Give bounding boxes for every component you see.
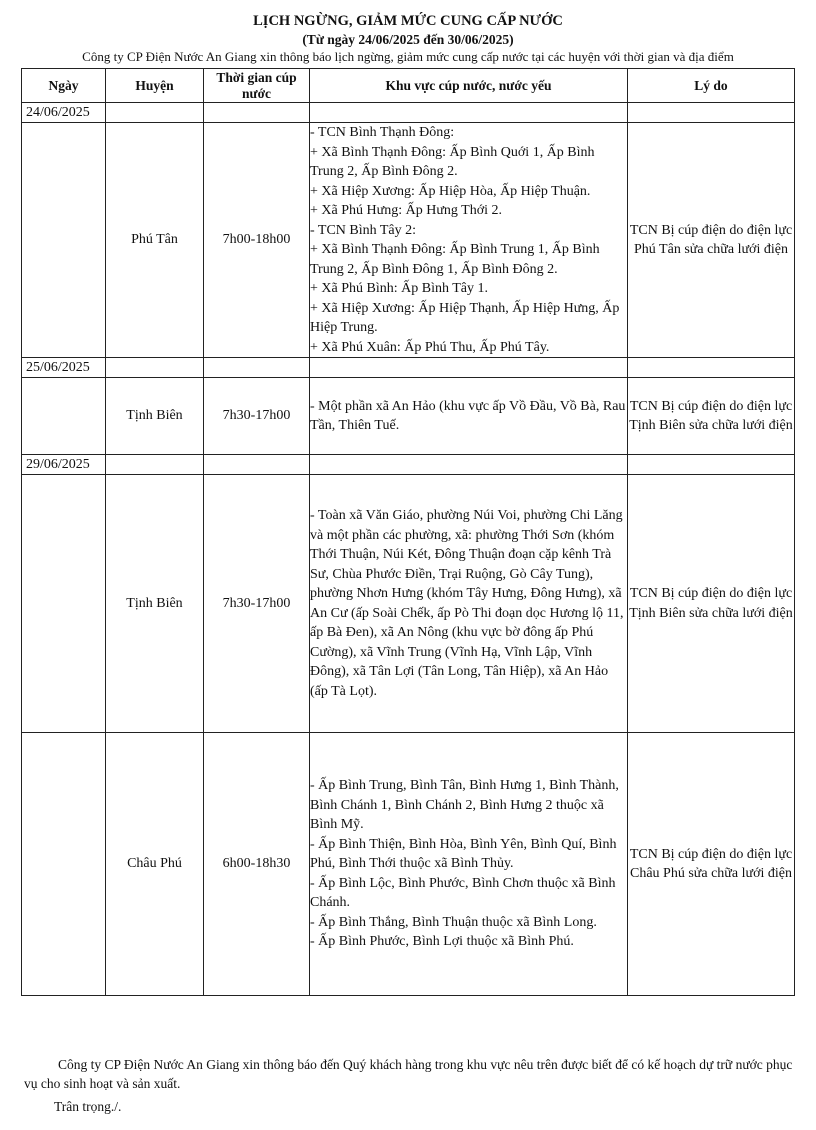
area-line: + Xã Bình Thạnh Đông: Ấp Bình Quới 1, Ấp Bình Trung 2, Ấp Bình Đông 2. [310,144,595,179]
table-row [22,378,795,455]
time-cell: 6h00-18h30 [204,733,310,996]
area-line: - TCN Bình Tây 2: [310,222,417,238]
document-title: LỊCH NGỪNG, GIẢM MỨC CUNG CẤP NƯỚC [253,13,563,29]
reason-cell: TCN Bị cúp điện do điện lực Châu Phú sửa chữa lưới điện [628,733,795,996]
time-cell: 7h30-17h00 [204,475,310,733]
date-cell: 29/06/2025 [22,455,106,475]
time-cell: 7h00-18h00 [204,123,310,358]
area-line: - TCN Bình Thạnh Đông: [310,125,455,140]
table-row [22,733,795,996]
area-line: - Ấp Bình Trung, Bình Tân, Bình Hưng 1, Bình Thành, Bình Chánh 1, Bình Chánh 2, Bình Hưng 2 thuộc xã Bình Mỹ. [310,778,619,833]
area-cell [310,123,628,358]
area-line: - Ấp Bình Lộc, Bình Phước, Bình Chơn thuộc xã Bình Chánh. [310,875,616,911]
district-cell: Tịnh Biên [106,475,204,733]
header-time: Thời gian cúp nước [204,69,310,103]
reason-cell: TCN Bị cúp điện do điện lực Tịnh Biên sửa chữa lưới điện [628,475,795,733]
header-date: Ngày [22,69,106,103]
area-line: + Xã Hiệp Xương: Ấp Hiệp Thạnh, Ấp Hiệp Hưng, Ấp Hiệp Trung. [310,300,620,335]
area-cell [310,378,628,455]
reason-cell: TCN Bị cúp điện do điện lực Phú Tân sửa chữa lưới điện [628,123,795,358]
area-cell [310,733,628,996]
area-line: - Một phần xã An Hảo (khu vực ấp Vồ Đầu, Vồ Bà, Rau Tần, Thiên Tuế. [310,398,626,433]
area-cell [310,475,628,733]
area-line: + Xã Phú Xuân: Ấp Phú Thu, Ấp Phú Tây. [310,339,550,355]
document-subtitle: (Từ ngày 24/06/2025 đến 30/06/2025) [302,32,514,47]
time-cell: 7h30-17h00 [204,378,310,455]
area-line: + Xã Hiệp Xương: Ấp Hiệp Hòa, Ấp Hiệp Thuận. [310,183,591,199]
header-row [22,69,795,103]
area-line: + Xã Bình Thạnh Đông: Ấp Bình Trung 1, Ấp Bình Trung 2, Ấp Bình Đông 1, Ấp Bình Đông 2. [310,242,600,277]
date-row [22,455,795,475]
date-row [22,103,795,123]
area-line: + Xã Phú Bình: Ấp Bình Tây 1. [310,281,488,296]
district-cell: Tịnh Biên [106,378,204,455]
sign-off: Trân trọng./. [54,1099,122,1114]
area-line: - Toàn xã Văn Giáo, phường Núi Voi, phường Chi Lăng và một phần các phường, xã: phường Thới Sơn (khóm Thới Thuận, Núi Két, Đông Thuận đoạn cặp kênh Trà Sư, Chùa Phước Điền, Trại Ruộng, Gò Cây Tung), phường Nhơn Hưng (khóm Tây Hưng, Đông Hưng), xã An Cư (ấp Soài Chếk, ấp Pò Thi đoạn dọc Hương lộ 11, ấp Bà Đen), xã An Nông (khu vực bờ đông ấp Phú Cường), xã Vĩnh Trung (Vĩnh Hạ, Vĩnh Lập, Vĩnh Đông), xã Tân Lợi (Tân Long, Tân Hiệp), xã An Hảo (ấp Tà Lọt). [310,508,624,699]
area-line: - Ấp Bình Thiện, Bình Hòa, Bình Yên, Bình Quí, Bình Phú, Bình Thới thuộc xã Bình Thủy. [310,836,617,872]
table-row [22,123,795,358]
area-line: - Ấp Bình Phước, Bình Lợi thuộc xã Bình Phú. [310,934,574,950]
area-line: - Ấp Bình Thắng, Bình Thuận thuộc xã Bình Long. [310,914,597,930]
reason-cell: TCN Bị cúp điện do điện lực Tịnh Biên sửa chữa lưới điện [628,378,795,455]
schedule-table [21,68,795,996]
header-area: Khu vực cúp nước, nước yếu [310,69,628,103]
district-cell: Châu Phú [106,733,204,996]
header-reason: Lý do [628,69,795,103]
date-cell: 24/06/2025 [22,103,106,123]
table-row [22,475,795,733]
date-row [22,358,795,378]
intro-text: Công ty CP Điện Nước An Giang xin thông báo lịch ngừng, giảm mức cung cấp nước tại các huyện với thời gian và địa điểm [82,49,734,64]
closing-paragraph: Công ty CP Điện Nước An Giang xin thông báo đến Quý khách hàng trong khu vực nêu trên được biết để có kế hoạch dự trữ nước phục vụ cho sinh hoạt và sản xuất. [24,1057,793,1091]
area-line: + Xã Phú Hưng: Ấp Hưng Thới 2. [310,203,502,218]
district-cell: Phú Tân [106,123,204,358]
header-district: Huyện [106,69,204,103]
date-cell: 25/06/2025 [22,358,106,378]
